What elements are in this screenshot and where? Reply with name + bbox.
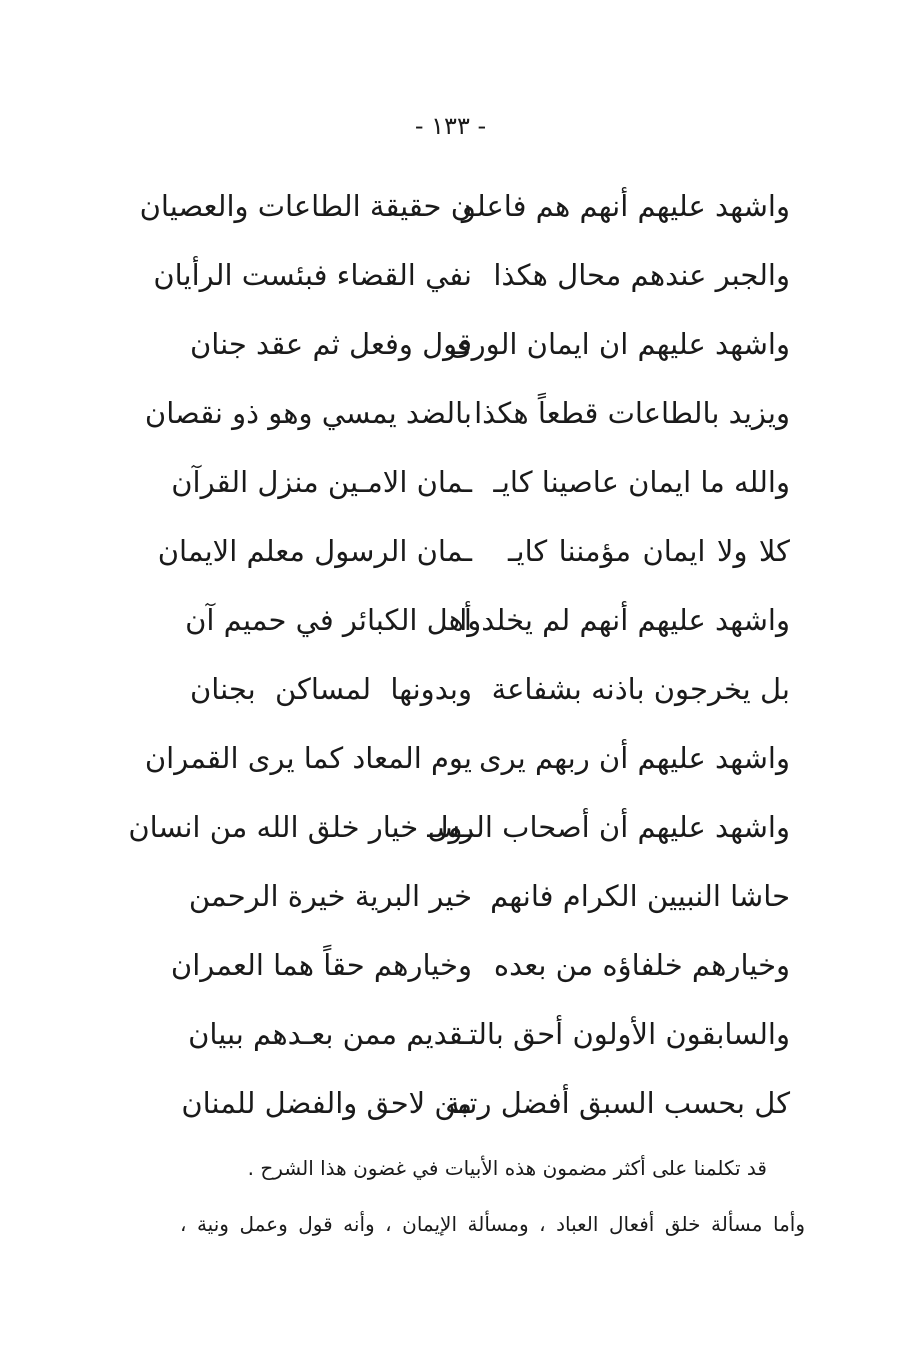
verse-line <box>181 1069 790 1138</box>
verse-first-hemistich: والجبر عندهم محال هكذا <box>493 258 790 292</box>
verse-second-hemistich: نفي القضاء فبئست الرأيان <box>153 258 472 292</box>
verse-line <box>144 724 790 793</box>
verse-first-hemistich: واشهد عليهم أنهم هم فاعلو <box>461 189 790 223</box>
commentary-line: قد تكلمنا على أكثر مضمون هذه الأبيات في غضون هذا الشرح . <box>247 1156 767 1180</box>
verse-second-hemistich: قول وفعل ثم عقد جنان <box>190 327 472 361</box>
verse-line <box>185 586 790 655</box>
verse-second-hemistich: وبدونها لمساكن بجنان <box>190 672 472 706</box>
verse-first-hemistich: بل يخرجون باذنه بشفاعة <box>491 672 790 706</box>
verse-first-hemistich: ويزيد بالطاعات قطعاً هكذا <box>474 396 790 430</box>
verse-line <box>170 931 790 1000</box>
verse-line <box>157 517 790 586</box>
verse-second-hemistich: أهل الكبائر في حميم آن <box>185 603 472 637</box>
verse-second-hemistich: خير البرية خيرة الرحمن <box>188 879 472 913</box>
verse-first-hemistich: والسابقون الأولون أحق بالتـ <box>460 1017 790 1051</box>
verse-second-hemistich: ـمان الامـين منزل القرآن <box>171 465 472 499</box>
page-number: - ١٣٣ - <box>414 112 487 140</box>
verse-second-hemistich: ن حقيقة الطاعات والعصيان <box>139 189 472 223</box>
verse-second-hemistich: ـول خيار خلق الله من انسان <box>128 810 472 844</box>
verse-first-hemistich: واشهد عليهم أنهم لم يخلدوا <box>459 603 790 637</box>
verse-line <box>139 172 790 241</box>
poem-verses <box>128 172 790 1138</box>
verse-line <box>190 310 790 379</box>
verse-first-hemistich: كلا ولا ايمان مؤمننا كايـ <box>508 534 790 568</box>
verse-second-hemistich: يوم المعاد كما يرى القمران <box>144 741 472 775</box>
verse-line <box>153 241 790 310</box>
verse-second-hemistich: بالضد يمسي وهو ذو نقصان <box>144 396 472 430</box>
verse-second-hemistich: ـقديم ممن بعـدهم ببيان <box>188 1017 472 1051</box>
verse-first-hemistich: كل بحسب السبق أفضل رتبة <box>445 1086 790 1120</box>
verse-line <box>171 448 790 517</box>
verse-first-hemistich: والله ما ايمان عاصينا كايـ <box>493 465 790 499</box>
verse-line <box>190 862 790 931</box>
verse-first-hemistich: واشهد عليهم أن أصحاب الرسـ <box>427 810 790 844</box>
verse-second-hemistich: من لاحق والفضل للمنان <box>181 1086 472 1120</box>
verse-line <box>144 379 790 448</box>
verse-first-hemistich: واشهد عليهم ان ايمان الورى <box>448 327 790 361</box>
verse-first-hemistich: وخيارهم خلفاؤه من بعده <box>493 948 790 982</box>
verse-first-hemistich: واشهد عليهم أن ربهم يرى <box>478 741 790 775</box>
verse-first-hemistich: حاشا النبيين الكرام فانهم <box>490 879 790 913</box>
commentary-text <box>180 1140 805 1252</box>
commentary-line: وأما مسألة خلق أفعال العباد ، ومسألة الإيمان ، وأنه قول وعمل ونية ، <box>180 1212 805 1236</box>
verse-line <box>128 793 790 862</box>
verse-line <box>190 1000 790 1069</box>
verse-second-hemistich: ـمان الرسول معلم الايمان <box>157 534 472 568</box>
verse-second-hemistich: وخيارهم حقاً هما العمران <box>170 948 472 982</box>
verse-line <box>190 655 790 724</box>
